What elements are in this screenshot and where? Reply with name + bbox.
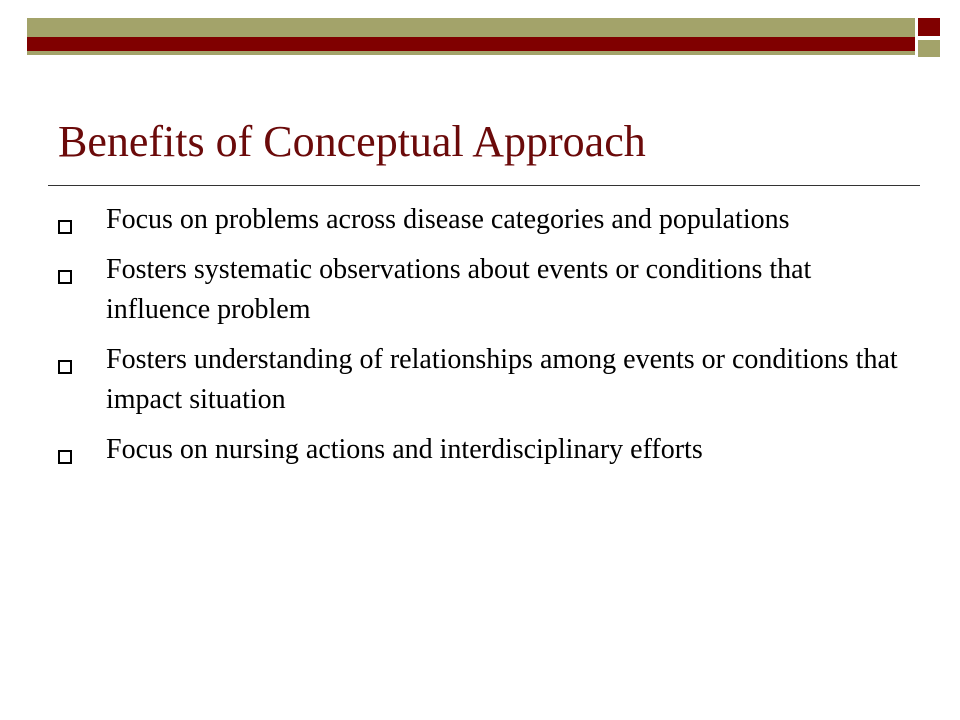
bullet-item	[58, 430, 898, 470]
bullet-text: Fosters systematic observations about events or conditions that influence problem	[106, 254, 812, 325]
slide-title: Benefits of Conceptual Approach	[58, 117, 646, 166]
bullet-text: Fosters understanding of relationships among events or conditions that impact situation	[106, 344, 898, 415]
bullet-item	[58, 200, 898, 240]
bullet-item	[58, 250, 898, 330]
title-divider	[48, 185, 920, 186]
corner-block-bottom	[918, 40, 940, 57]
bullet-item	[58, 340, 898, 420]
hollow-square-bullet-icon	[58, 360, 72, 374]
header-band-stripe	[27, 37, 915, 51]
hollow-square-bullet-icon	[58, 270, 72, 284]
hollow-square-bullet-icon	[58, 220, 72, 234]
hollow-square-bullet-icon	[58, 450, 72, 464]
bullet-text: Focus on nursing actions and interdisciplinary efforts	[106, 434, 703, 465]
bullet-text: Focus on problems across disease categories and populations	[106, 204, 790, 235]
bullet-list	[58, 200, 898, 480]
corner-block-top	[918, 18, 940, 36]
